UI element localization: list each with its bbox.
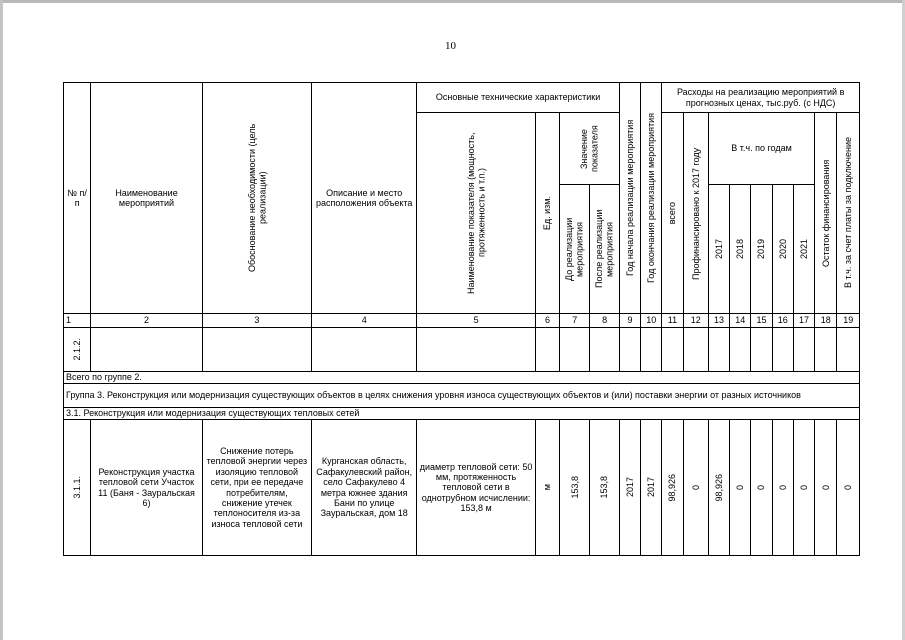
row-311-y2020: 0 xyxy=(777,484,788,490)
subgroup-3-1-title: 3.1. Реконструкция или модернизация существующих тепловых сетей xyxy=(64,408,860,420)
column-numbers-row xyxy=(64,314,860,328)
column-number: 13 xyxy=(708,314,729,328)
row-311-y2018: 0 xyxy=(735,484,746,490)
row-311-connection-fee: 0 xyxy=(843,484,854,490)
header-y2021 xyxy=(793,185,814,314)
row-311-justification: Снижение потерь тепловой энергии через изоляцию тепловой сети, при ее передаче потребителям, снижение утечек теплоносителя из-за износа тепловой сети xyxy=(202,420,311,556)
row-311-y2017: 98,926 xyxy=(713,473,724,502)
row-311-description: Курганская область, Сафакулевский район, село Сафакулево 4 метра южнее здания Бани по улице Зауральская, дом 18 xyxy=(312,420,417,556)
column-number: 18 xyxy=(815,314,837,328)
header-justification-text: Обоснование необходимости (цель реализации) xyxy=(246,123,267,273)
header-justification xyxy=(202,83,311,314)
header-y2017 xyxy=(708,185,729,314)
header-total-text: всего xyxy=(667,201,678,225)
header-indicator-value xyxy=(560,113,620,185)
row-311-unit-cell xyxy=(535,420,559,556)
column-number: 9 xyxy=(619,314,640,328)
row-311-name: Реконструкция участка тепловой сети Участок 11 (Баня - Зауральская 6) xyxy=(91,420,202,556)
row-311-after: 153,8 xyxy=(599,476,610,499)
row-212-num-cell xyxy=(64,328,91,372)
header-description: Описание и место расположения объекта xyxy=(312,83,417,314)
column-number: 15 xyxy=(751,314,772,328)
header-after xyxy=(590,185,619,314)
header-before xyxy=(560,185,590,314)
column-number: 6 xyxy=(535,314,559,328)
total-group-2: Всего по группе 2. xyxy=(64,372,860,384)
header-y2021-text: 2021 xyxy=(798,238,809,260)
row-311-remaining-cell xyxy=(815,420,837,556)
header-tech-group: Основные технические характеристики xyxy=(417,83,620,113)
page-number: 10 xyxy=(445,40,456,52)
row-311-y2020-cell xyxy=(772,420,793,556)
row-311-y2019: 0 xyxy=(756,484,767,490)
header-y2019-text: 2019 xyxy=(756,238,767,260)
investment-table xyxy=(63,82,860,556)
row-311-before-cell xyxy=(560,420,590,556)
column-number: 16 xyxy=(772,314,793,328)
row-311-financed-cell xyxy=(683,420,708,556)
group-3-title: Группа 3. Реконструкция или модернизация существующих объектов в целях снижения уровня износа существующих объектов и (или) поставки энергии от разных источников xyxy=(64,384,860,408)
column-number: 5 xyxy=(417,314,535,328)
header-expenses-group: Расходы на реализацию мероприятий в прогнозных ценах, тыс.руб. (с НДС) xyxy=(662,83,860,113)
header-y2020 xyxy=(772,185,793,314)
row-311-y2021: 0 xyxy=(798,484,809,490)
header-y2020-text: 2020 xyxy=(777,238,788,260)
header-indicator-value-text: Значение показателя xyxy=(579,125,600,172)
row-311-unit: м xyxy=(542,484,553,491)
header-name: Наименование мероприятий xyxy=(91,83,202,314)
column-number: 8 xyxy=(590,314,619,328)
row-311-total-cell xyxy=(662,420,683,556)
column-number: 10 xyxy=(641,314,662,328)
row-311-total: 98,926 xyxy=(667,473,678,502)
header-y2018 xyxy=(730,185,751,314)
header-connection-fee-text: В т.ч. за счет платы за подключение xyxy=(843,137,854,289)
header-num: № п/п xyxy=(64,83,91,314)
row-311-year-end-cell xyxy=(641,420,662,556)
row-311-remaining: 0 xyxy=(820,484,831,490)
header-indicator-name xyxy=(417,113,535,314)
header-indicator-name-text: Наименование показателя (мощность, протяженность и т.п.) xyxy=(465,132,487,294)
row-311-after-cell xyxy=(590,420,619,556)
header-financed xyxy=(683,113,708,314)
row-311-y2018-cell xyxy=(730,420,751,556)
header-remaining xyxy=(815,113,837,314)
header-y2019 xyxy=(751,185,772,314)
row-212-num: 2.1.2. xyxy=(71,338,82,361)
column-number: 14 xyxy=(730,314,751,328)
column-number: 11 xyxy=(662,314,683,328)
column-number: 12 xyxy=(683,314,708,328)
column-number: 3 xyxy=(202,314,311,328)
row-311-num: 3.1.1. xyxy=(71,476,82,499)
header-connection-fee xyxy=(837,113,860,314)
header-before-text: До реализации мероприятия xyxy=(564,217,585,281)
column-number: 4 xyxy=(312,314,417,328)
header-year-start-text: Год начала реализации мероприятия xyxy=(624,119,635,277)
row-311-y2021-cell xyxy=(793,420,814,556)
header-unit-text: Ед. изм. xyxy=(542,195,553,231)
header-year-start xyxy=(619,83,640,314)
row-311-year-start: 2017 xyxy=(624,477,635,498)
column-number: 1 xyxy=(64,314,91,328)
scan-edge-top xyxy=(0,0,905,3)
header-y2018-text: 2018 xyxy=(735,238,746,260)
header-remaining-text: Остаток финансирования xyxy=(820,159,831,267)
header-financed-text: Профинансировано к 2017 году xyxy=(690,146,701,280)
header-year-end-text: Год окончания реализации мероприятия xyxy=(646,112,657,284)
row-311-year-start-cell xyxy=(619,420,640,556)
row-311-indicator: диаметр тепловой сети: 50 мм, протяженность тепловой сети в однотрубном исчислении: 153,8 м xyxy=(417,420,535,556)
row-311-y2017-cell xyxy=(708,420,729,556)
table-row-212 xyxy=(64,328,860,372)
header-after-text: После реализации мероприятия xyxy=(594,209,615,289)
header-unit xyxy=(535,113,559,314)
column-number: 2 xyxy=(91,314,202,328)
column-number: 17 xyxy=(793,314,814,328)
row-311-year-end: 2017 xyxy=(646,477,657,498)
column-number: 7 xyxy=(560,314,590,328)
row-311-before: 153,8 xyxy=(569,476,580,499)
scan-edge-left xyxy=(0,0,3,640)
row-311-num-cell xyxy=(64,420,91,556)
row-311-financed: 0 xyxy=(690,484,701,490)
header-by-years: В т.ч. по годам xyxy=(708,113,814,185)
column-number: 19 xyxy=(837,314,860,328)
table-row-311 xyxy=(64,420,860,556)
header-total xyxy=(662,113,683,314)
row-311-y2019-cell xyxy=(751,420,772,556)
row-311-connection-fee-cell xyxy=(837,420,860,556)
header-y2017-text: 2017 xyxy=(713,238,724,260)
header-year-end xyxy=(641,83,662,314)
